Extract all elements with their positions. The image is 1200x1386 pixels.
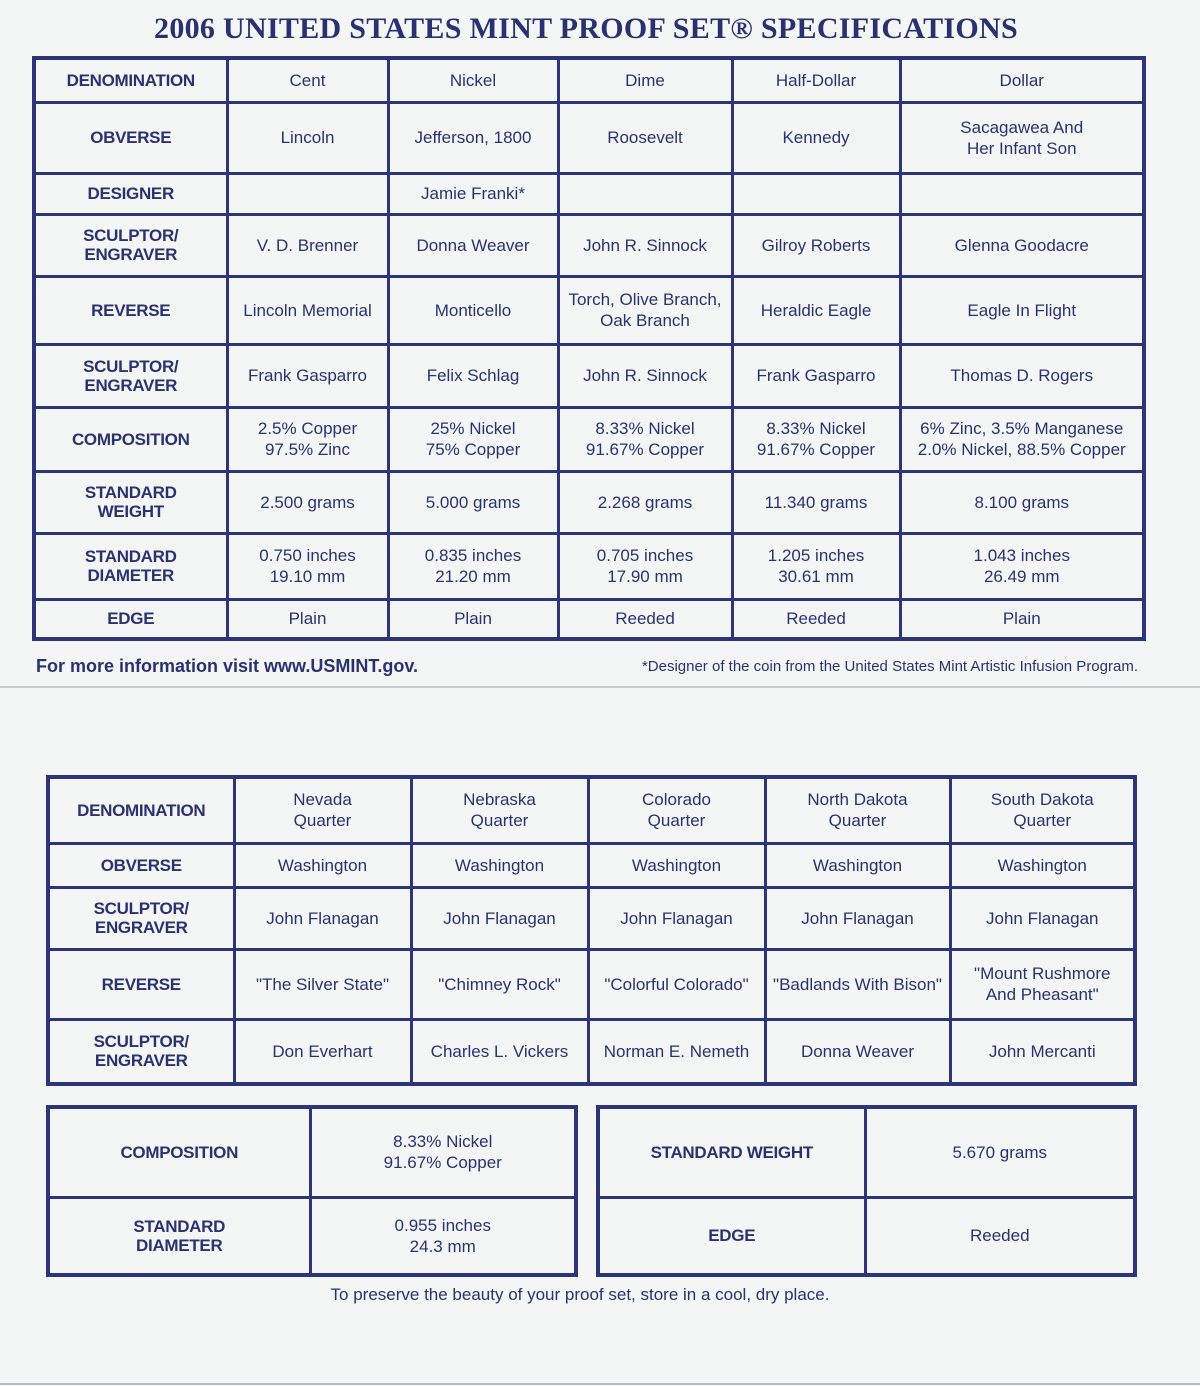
spec-cell	[950, 1019, 1135, 1084]
spec-cell	[900, 471, 1144, 533]
spec-cell	[227, 344, 388, 407]
row-label-text: OBVERSE	[100, 855, 182, 875]
spec-cell-text: Reeded	[969, 1226, 1030, 1246]
spec-cell	[900, 533, 1144, 599]
spec-cell-text: Quarter	[1013, 811, 1072, 831]
spec-row-standard-weight	[598, 1107, 1135, 1197]
spec-row-reverse	[34, 276, 1144, 344]
spec-cell-text: Plain	[288, 609, 327, 629]
spec-cell-text: 1.205 inches	[767, 546, 865, 565]
spec-cell-text: Her Infant Son	[966, 138, 1077, 158]
spec-cell	[411, 843, 588, 887]
spec-cell-text: V. D. Brenner	[256, 235, 359, 255]
spec-cell-text: 8.33% Nickel	[595, 419, 695, 438]
row-label-text: DIAMETER	[87, 566, 174, 585]
spec-cell	[227, 214, 388, 276]
row-label-text: COMPOSITION	[120, 1142, 239, 1162]
row-label-text: DENOMINATION	[66, 70, 195, 90]
spec-cell-text: 24.3 mm	[409, 1236, 476, 1256]
spec-cell	[900, 599, 1144, 639]
spec-cell	[558, 276, 732, 344]
spec-cell-text: Plain	[454, 609, 492, 629]
spec-cell	[388, 173, 558, 214]
spec-cell-text: 91.67% Copper	[585, 440, 705, 459]
spec-cell	[227, 173, 388, 214]
spec-cell-text: Quarter	[828, 811, 887, 831]
spec-cell-text: Plain	[1002, 609, 1041, 629]
spec-cell-text: Gilroy Roberts	[761, 235, 871, 255]
spec-cell	[388, 214, 558, 276]
spec-cell	[588, 887, 765, 949]
row-label-text: OBVERSE	[90, 128, 172, 147]
row-label-text: ENGRAVER	[94, 918, 188, 937]
spec-cell-text: "Chimney Rock"	[438, 974, 561, 994]
row-label	[48, 777, 234, 843]
spec-cell-text: 75% Copper	[425, 440, 521, 459]
fold-line	[0, 686, 1200, 688]
spec-cell	[411, 1019, 588, 1084]
row-label-text: SCULPTOR/	[93, 1032, 189, 1052]
spec-row-obverse	[48, 843, 1135, 887]
spec-cell	[227, 471, 388, 533]
spec-cell-text: Nickel	[449, 70, 497, 90]
spec-cell	[765, 777, 950, 843]
spec-cell	[900, 407, 1144, 471]
spec-cell-text: Lincoln Memorial	[243, 300, 372, 320]
spec-cell-text: 2.5% Copper	[257, 419, 358, 438]
spec-cell-text: John Flanagan	[986, 908, 1099, 928]
row-label-text: WEIGHT	[97, 502, 164, 521]
row-label-text: DIAMETER	[136, 1235, 223, 1255]
row-label	[34, 471, 227, 533]
row-label-text: STANDARD WEIGHT	[650, 1142, 813, 1162]
spec-row-sculptor-engraver	[34, 344, 1144, 407]
spec-cell-text: Roosevelt	[607, 128, 683, 147]
spec-cell-text: Norman E. Nemeth	[603, 1041, 750, 1061]
row-label-text: SCULPTOR/	[83, 356, 179, 376]
spec-cell-text: 19.10 mm	[269, 567, 346, 586]
spec-cell	[558, 599, 732, 639]
spec-cell-text: Don Everhart	[272, 1041, 373, 1061]
page-title: 2006 UNITED STATES MINT PROOF SET® SPECIFICATIONS	[154, 12, 1018, 45]
spec-row-composition	[34, 407, 1144, 471]
spec-cell	[950, 887, 1135, 949]
spec-cell	[227, 276, 388, 344]
spec-cell-text: "The Silver State"	[255, 974, 389, 994]
row-label	[34, 533, 227, 599]
row-label-text: REVERSE	[91, 300, 171, 320]
row-label	[48, 1107, 310, 1197]
row-label-text: STANDARD	[84, 547, 177, 566]
spec-cell	[732, 533, 900, 599]
spec-cell-text: Eagle In Flight	[967, 300, 1077, 320]
spec-cell-text: Jefferson, 1800	[414, 128, 532, 147]
spec-cell-text: Lincoln	[280, 128, 335, 147]
spec-cell-text: 91.67% Copper	[383, 1153, 502, 1173]
spec-cell-text: Sacagawea And	[960, 117, 1084, 137]
spec-cell	[732, 173, 900, 214]
spec-cell-text: 97.5% Zinc	[264, 440, 351, 459]
spec-cell	[388, 471, 558, 533]
spec-cell	[234, 777, 411, 843]
spec-cell	[732, 407, 900, 471]
spec-cell	[558, 407, 732, 471]
spec-row-edge	[598, 1197, 1135, 1275]
spec-cell	[732, 102, 900, 173]
spec-cell-text: And Pheasant"	[985, 985, 1099, 1004]
spec-cell-text: Nebraska	[463, 790, 536, 810]
spec-cell	[558, 471, 732, 533]
spec-cell-text: Donna Weaver	[416, 235, 530, 255]
spec-cell-text: Frank Gasparro	[247, 366, 368, 385]
spec-cell-text: 26.49 mm	[983, 567, 1060, 586]
spec-cell	[227, 599, 388, 639]
quarter-composition-table	[46, 1105, 578, 1277]
spec-cell-text: Thomas D. Rogers	[950, 366, 1094, 385]
spec-cell	[558, 533, 732, 599]
row-label-text: STANDARD	[84, 483, 177, 502]
row-label-text: ENGRAVER	[84, 375, 178, 395]
spec-cell	[865, 1107, 1135, 1197]
spec-cell	[865, 1197, 1135, 1275]
spec-cell-text: 6% Zinc, 3.5% Manganese	[920, 419, 1124, 438]
spec-cell	[388, 58, 558, 102]
spec-cell	[765, 1019, 950, 1084]
spec-cell-text: Washington	[812, 855, 903, 875]
spec-cell	[765, 843, 950, 887]
spec-cell-text: Reeded	[786, 609, 846, 629]
row-label-text: DESIGNER	[87, 184, 174, 203]
spec-cell-text: Donna Weaver	[800, 1041, 915, 1061]
spec-cell	[388, 407, 558, 471]
spec-cell	[388, 276, 558, 344]
spec-cell-text: 2.268 grams	[597, 492, 693, 512]
spec-row-sculptor-engraver	[34, 214, 1144, 276]
spec-cell	[900, 58, 1144, 102]
spec-cell	[234, 1019, 411, 1084]
spec-cell-text: 91.67% Copper	[756, 440, 876, 459]
more-info-text: For more information visit www.USMINT.gov.	[36, 656, 419, 676]
spec-row-designer	[34, 173, 1144, 214]
spec-cell-text: Washington	[454, 855, 545, 875]
spec-cell	[227, 58, 388, 102]
spec-cell	[732, 471, 900, 533]
spec-cell	[411, 777, 588, 843]
spec-cell-text: Cent	[289, 70, 326, 90]
row-label	[598, 1197, 865, 1275]
spec-cell-text: 0.750 inches	[259, 546, 356, 565]
spec-cell-text: 21.20 mm	[435, 567, 511, 586]
coin-spec-table	[32, 56, 1146, 641]
spec-cell-text: Frank Gasparro	[756, 366, 876, 385]
spec-row-standard-diameter	[48, 1197, 576, 1275]
row-label	[48, 887, 234, 949]
spec-row-standard-weight	[34, 471, 1144, 533]
spec-cell	[234, 843, 411, 887]
spec-cell	[588, 843, 765, 887]
spec-cell-text: "Colorful Colorado"	[604, 974, 749, 994]
storage-note: To preserve the beauty of your proof set, store in a cool, dry place.	[330, 1285, 830, 1304]
spec-row-sculptor-engraver	[48, 887, 1135, 949]
spec-cell-text: Felix Schlag	[426, 366, 520, 385]
spec-cell-text: John Flanagan	[801, 908, 914, 928]
spec-cell-text: 5.000 grams	[425, 492, 521, 512]
spec-cell-text: John Flanagan	[266, 908, 379, 928]
spec-cell-text: 8.33% Nickel	[766, 419, 866, 438]
row-label-text: ENGRAVER	[84, 245, 178, 264]
spec-cell-text: Kennedy	[782, 128, 850, 147]
spec-row-denomination	[34, 58, 1144, 102]
spec-row-edge	[34, 599, 1144, 639]
spec-cell	[732, 276, 900, 344]
spec-cell-text: 17.90 mm	[607, 567, 683, 586]
spec-cell-text: 25% Nickel	[430, 419, 516, 438]
spec-cell-text: John R. Sinnock	[583, 366, 707, 385]
spec-cell-text: 0.705 inches	[596, 546, 694, 565]
row-label	[34, 276, 227, 344]
spec-cell-text: 1.043 inches	[973, 546, 1070, 565]
row-label	[34, 58, 227, 102]
spec-cell-text: Quarter	[293, 811, 352, 831]
spec-cell	[588, 949, 765, 1019]
spec-cell-text: Colorado	[642, 790, 711, 810]
spec-cell-text: Quarter	[470, 811, 529, 831]
row-label	[34, 599, 227, 639]
spec-cell-text: John R. Sinnock	[583, 235, 707, 255]
spec-cell-text: Washington	[997, 855, 1087, 875]
row-label-text: SCULPTOR/	[83, 226, 179, 245]
spec-cell	[765, 887, 950, 949]
spec-cell	[388, 102, 558, 173]
spec-row-composition	[48, 1107, 576, 1197]
spec-cell-text: Heraldic Eagle	[760, 300, 872, 320]
spec-cell-text: Half-Dollar	[775, 70, 857, 90]
row-label-text: DENOMINATION	[77, 800, 206, 820]
spec-cell-text: Dollar	[999, 70, 1044, 90]
spec-cell-text: 0.955 inches	[394, 1215, 491, 1235]
spec-cell	[411, 949, 588, 1019]
spec-cell	[388, 344, 558, 407]
spec-cell-text: Glenna Goodacre	[954, 235, 1089, 255]
spec-cell-text: Charles L. Vickers	[430, 1041, 569, 1061]
spec-cell	[900, 214, 1144, 276]
spec-cell	[950, 843, 1135, 887]
row-label-text: EDGE	[708, 1226, 756, 1246]
row-label	[48, 949, 234, 1019]
row-label	[34, 102, 227, 173]
spec-cell	[900, 344, 1144, 407]
spec-cell-text: 2.500 grams	[260, 492, 355, 512]
spec-cell-text: 30.61 mm	[778, 567, 854, 586]
designer-footnote: *Designer of the coin from the United States Mint Artistic Infusion Program.	[641, 658, 1138, 675]
spec-cell-text: "Mount Rushmore	[974, 964, 1111, 983]
spec-cell-text: South Dakota	[990, 790, 1094, 810]
spec-cell	[558, 58, 732, 102]
spec-cell	[900, 173, 1144, 214]
spec-cell	[310, 1107, 576, 1197]
spec-cell-text: 8.100 grams	[974, 492, 1069, 512]
spec-cell	[310, 1197, 576, 1275]
spec-cell	[732, 214, 900, 276]
spec-cell-text: 0.835 inches	[424, 546, 522, 565]
spec-cell	[388, 599, 558, 639]
spec-cell-text: 8.33% Nickel	[393, 1132, 493, 1152]
spec-cell-text: Jamie Franki*	[421, 184, 525, 203]
spec-cell	[234, 949, 411, 1019]
spec-cell	[558, 173, 732, 214]
spec-cell-text: "Badlands With Bison"	[773, 974, 942, 994]
spec-cell	[732, 58, 900, 102]
row-label-text: STANDARD	[133, 1216, 226, 1236]
spec-cell	[227, 102, 388, 173]
row-label-text: COMPOSITION	[71, 429, 190, 449]
spec-row-denomination	[48, 777, 1135, 843]
spec-cell	[388, 533, 558, 599]
spec-cell-text: John Flanagan	[443, 908, 556, 928]
spec-cell-text: John Mercanti	[988, 1041, 1096, 1061]
spec-cell	[732, 344, 900, 407]
row-label	[34, 407, 227, 471]
spec-cell	[411, 887, 588, 949]
spec-row-sculptor-engraver	[48, 1019, 1135, 1084]
spec-cell-text: Torch, Olive Branch,	[568, 290, 722, 309]
row-label-text: REVERSE	[101, 974, 181, 994]
row-label	[34, 344, 227, 407]
spec-row-standard-diameter	[34, 533, 1144, 599]
spec-row-obverse	[34, 102, 1144, 173]
spec-cell-text: Dime	[625, 70, 665, 90]
spec-cell	[900, 276, 1144, 344]
row-label	[48, 1197, 310, 1275]
spec-cell-text: Oak Branch	[600, 311, 690, 330]
row-label	[34, 214, 227, 276]
spec-cell	[227, 407, 388, 471]
spec-cell-text: Reeded	[615, 609, 675, 629]
spec-row-reverse	[48, 949, 1135, 1019]
spec-cell-text: 5.670 grams	[952, 1142, 1047, 1162]
card-bottom-edge	[0, 1383, 1200, 1385]
row-label	[34, 173, 227, 214]
spec-cell-text: Monticello	[434, 300, 512, 320]
spec-cell	[234, 887, 411, 949]
spec-cell-text: Washington	[631, 855, 722, 875]
row-label	[598, 1107, 865, 1197]
spec-cell-text: Quarter	[647, 811, 706, 831]
row-label-text: SCULPTOR/	[93, 899, 189, 918]
spec-cell	[765, 949, 950, 1019]
spec-cell	[588, 1019, 765, 1084]
spec-cell-text: 11.340 grams	[764, 492, 868, 512]
spec-cell	[558, 344, 732, 407]
spec-cell	[558, 102, 732, 173]
row-label	[48, 843, 234, 887]
quarter-weight-edge-table	[596, 1105, 1137, 1277]
spec-cell-text: North Dakota	[807, 790, 908, 810]
spec-cell-text: Nevada	[293, 790, 352, 810]
spec-cell-text: Washington	[277, 855, 368, 875]
quarter-spec-table	[46, 775, 1137, 1086]
row-label-text: EDGE	[107, 609, 155, 629]
spec-cell	[732, 599, 900, 639]
spec-cell-text: 2.0% Nickel, 88.5% Copper	[917, 440, 1126, 459]
spec-cell	[558, 214, 732, 276]
row-label-text: ENGRAVER	[94, 1051, 188, 1071]
spec-cell-text: John Flanagan	[620, 908, 733, 928]
spec-cell	[950, 949, 1135, 1019]
spec-cell	[588, 777, 765, 843]
spec-cell	[950, 777, 1135, 843]
spec-cell	[227, 533, 388, 599]
spec-cell	[900, 102, 1144, 173]
row-label	[48, 1019, 234, 1084]
